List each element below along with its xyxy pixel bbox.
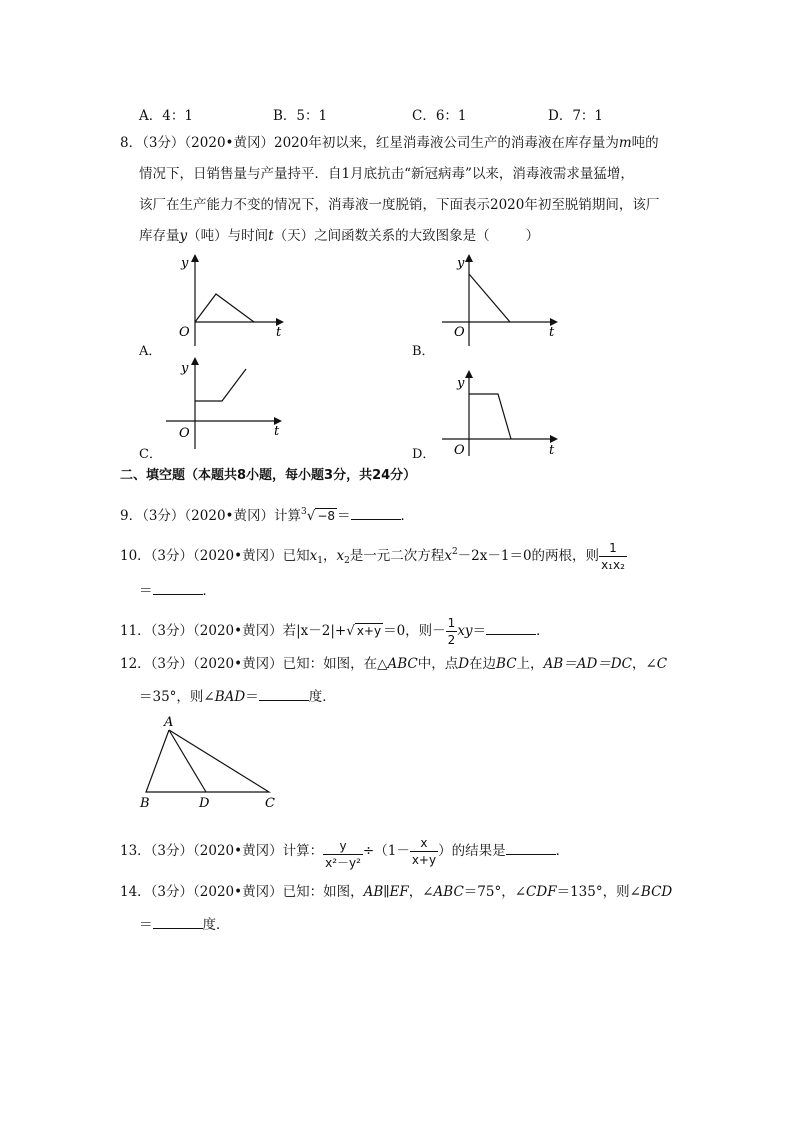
q8-graph-a[interactable] [160, 252, 290, 348]
q11-answer-blank[interactable] [486, 620, 536, 635]
q8-line2: 情况下，日销售量与产量持平．自1月底抗击“新冠病毒”以来，消毒液需求量猛增， [139, 166, 634, 182]
q7-option-b[interactable]: B．5：1 [273, 108, 328, 124]
q8-choice-b[interactable]: B． [412, 344, 435, 359]
q13-fraction-1: $\frac{y}{\text{x²－y²}}$ [325, 839, 361, 870]
q7-option-a[interactable]: A．4：1 [139, 108, 193, 124]
question-14-line1: 14．（3分）（2020•黄冈）已知：如图，AB∥EF，∠ABC＝75°，∠CDF＝135°，则∠BCD [120, 884, 673, 900]
question-12-line2: ＝35°，则∠BAD＝ 度． [139, 686, 336, 707]
q8-a-y-label: y [181, 256, 189, 271]
q13-answer-blank[interactable] [506, 840, 556, 855]
q8-b-origin-label: O [454, 325, 465, 340]
q12-answer-blank[interactable] [259, 686, 309, 701]
q8-line3: 该厂在生产能力不变的情况下，消毒液一度脱销，下面表示2020年初至脱销期间，该厂 [139, 197, 660, 213]
q8-a-t-label: t [276, 325, 282, 340]
q11-radicand: x+y [356, 624, 382, 638]
question-12-line1: 12．（3分）（2020•黄冈）已知：如图，在△ABC中，点D在边BC上，AB＝AD＝DC，∠C [120, 656, 668, 672]
q8-c-y-label: y [181, 361, 189, 376]
q8-choice-c[interactable]: C． [139, 447, 162, 462]
q8-c-t-label: t [274, 424, 280, 439]
q8-d-origin-label: O [454, 443, 465, 458]
q8-var-m: m [618, 135, 632, 151]
q8-graph-d[interactable] [436, 368, 566, 458]
q7-option-d[interactable]: D．7：1 [548, 108, 604, 124]
q8-d-y-label: y [457, 376, 465, 391]
q12-label-d: D [199, 796, 210, 811]
q11-fraction: $\frac{1}{2}$ [447, 616, 456, 647]
q12-label-c: C [265, 796, 275, 811]
q9-radicand: −8 [317, 509, 336, 523]
q9-answer-blank[interactable] [351, 505, 401, 520]
question-9: 9．（3分）（2020•黄冈）计算$^3$√ −8 ＝ ． [120, 507, 415, 524]
question-11: 11．（3分）（2020•黄冈）若|x－2|+√ x+y ＝0，则－ $\frac{1}{2}$ xy＝ ． [120, 616, 550, 647]
question-14-line2: ＝ 度． [139, 914, 230, 935]
q10-fraction: $\frac{1}{\text{x₁x₂}}$ [601, 541, 625, 572]
q8-b-t-label: t [549, 325, 555, 340]
q8-choice-d[interactable]: D． [412, 447, 436, 462]
q8-line4: 库存量y（吨）与时间t（天）之间函数关系的大致图象是（ ） [139, 228, 540, 244]
q12-label-b: B [140, 796, 150, 811]
question-13: 13．（3分）（2020•黄冈）计算： $\frac{y}{\text{x²－y²}}$ ÷（1－ $\frac{x}{x+y}$ ）的结果是 ． [120, 836, 570, 870]
q8-choice-a[interactable]: A． [139, 344, 162, 359]
q8-b-y-label: y [457, 256, 465, 271]
q14-answer-blank[interactable] [153, 914, 203, 929]
question-10: 10．（3分）（2020•黄冈）已知$x_1$，$x_2$是一元二次方程$x^2-2x-1=0$的两根，则 $\frac{1}{\text{x₁x₂}}$ [120, 541, 625, 572]
q8-a-origin-label: O [179, 325, 190, 340]
q8-graph-c[interactable] [160, 355, 290, 451]
q8-c-origin-label: O [179, 426, 190, 441]
q8-line1: 8．（3分）（2020•黄冈）2020年初以来，红星消毒液公司生产的消毒液在库存量为m吨的 [120, 135, 659, 151]
q7-option-c[interactable]: C．6：1 [412, 108, 467, 124]
q10-answer-blank[interactable] [153, 580, 203, 595]
q13-fraction-2: $\frac{x}{x+y}$ [411, 836, 437, 867]
q12-label-a: A [164, 715, 174, 730]
q8-graph-b[interactable] [436, 252, 566, 348]
question-10-line2: ＝ ． [139, 580, 216, 601]
q8-d-t-label: t [549, 443, 555, 458]
section-2-title: 二、填空题（本题共8小题，每小题3分，共24分） [120, 468, 417, 483]
q12-triangle-figure [136, 712, 286, 812]
